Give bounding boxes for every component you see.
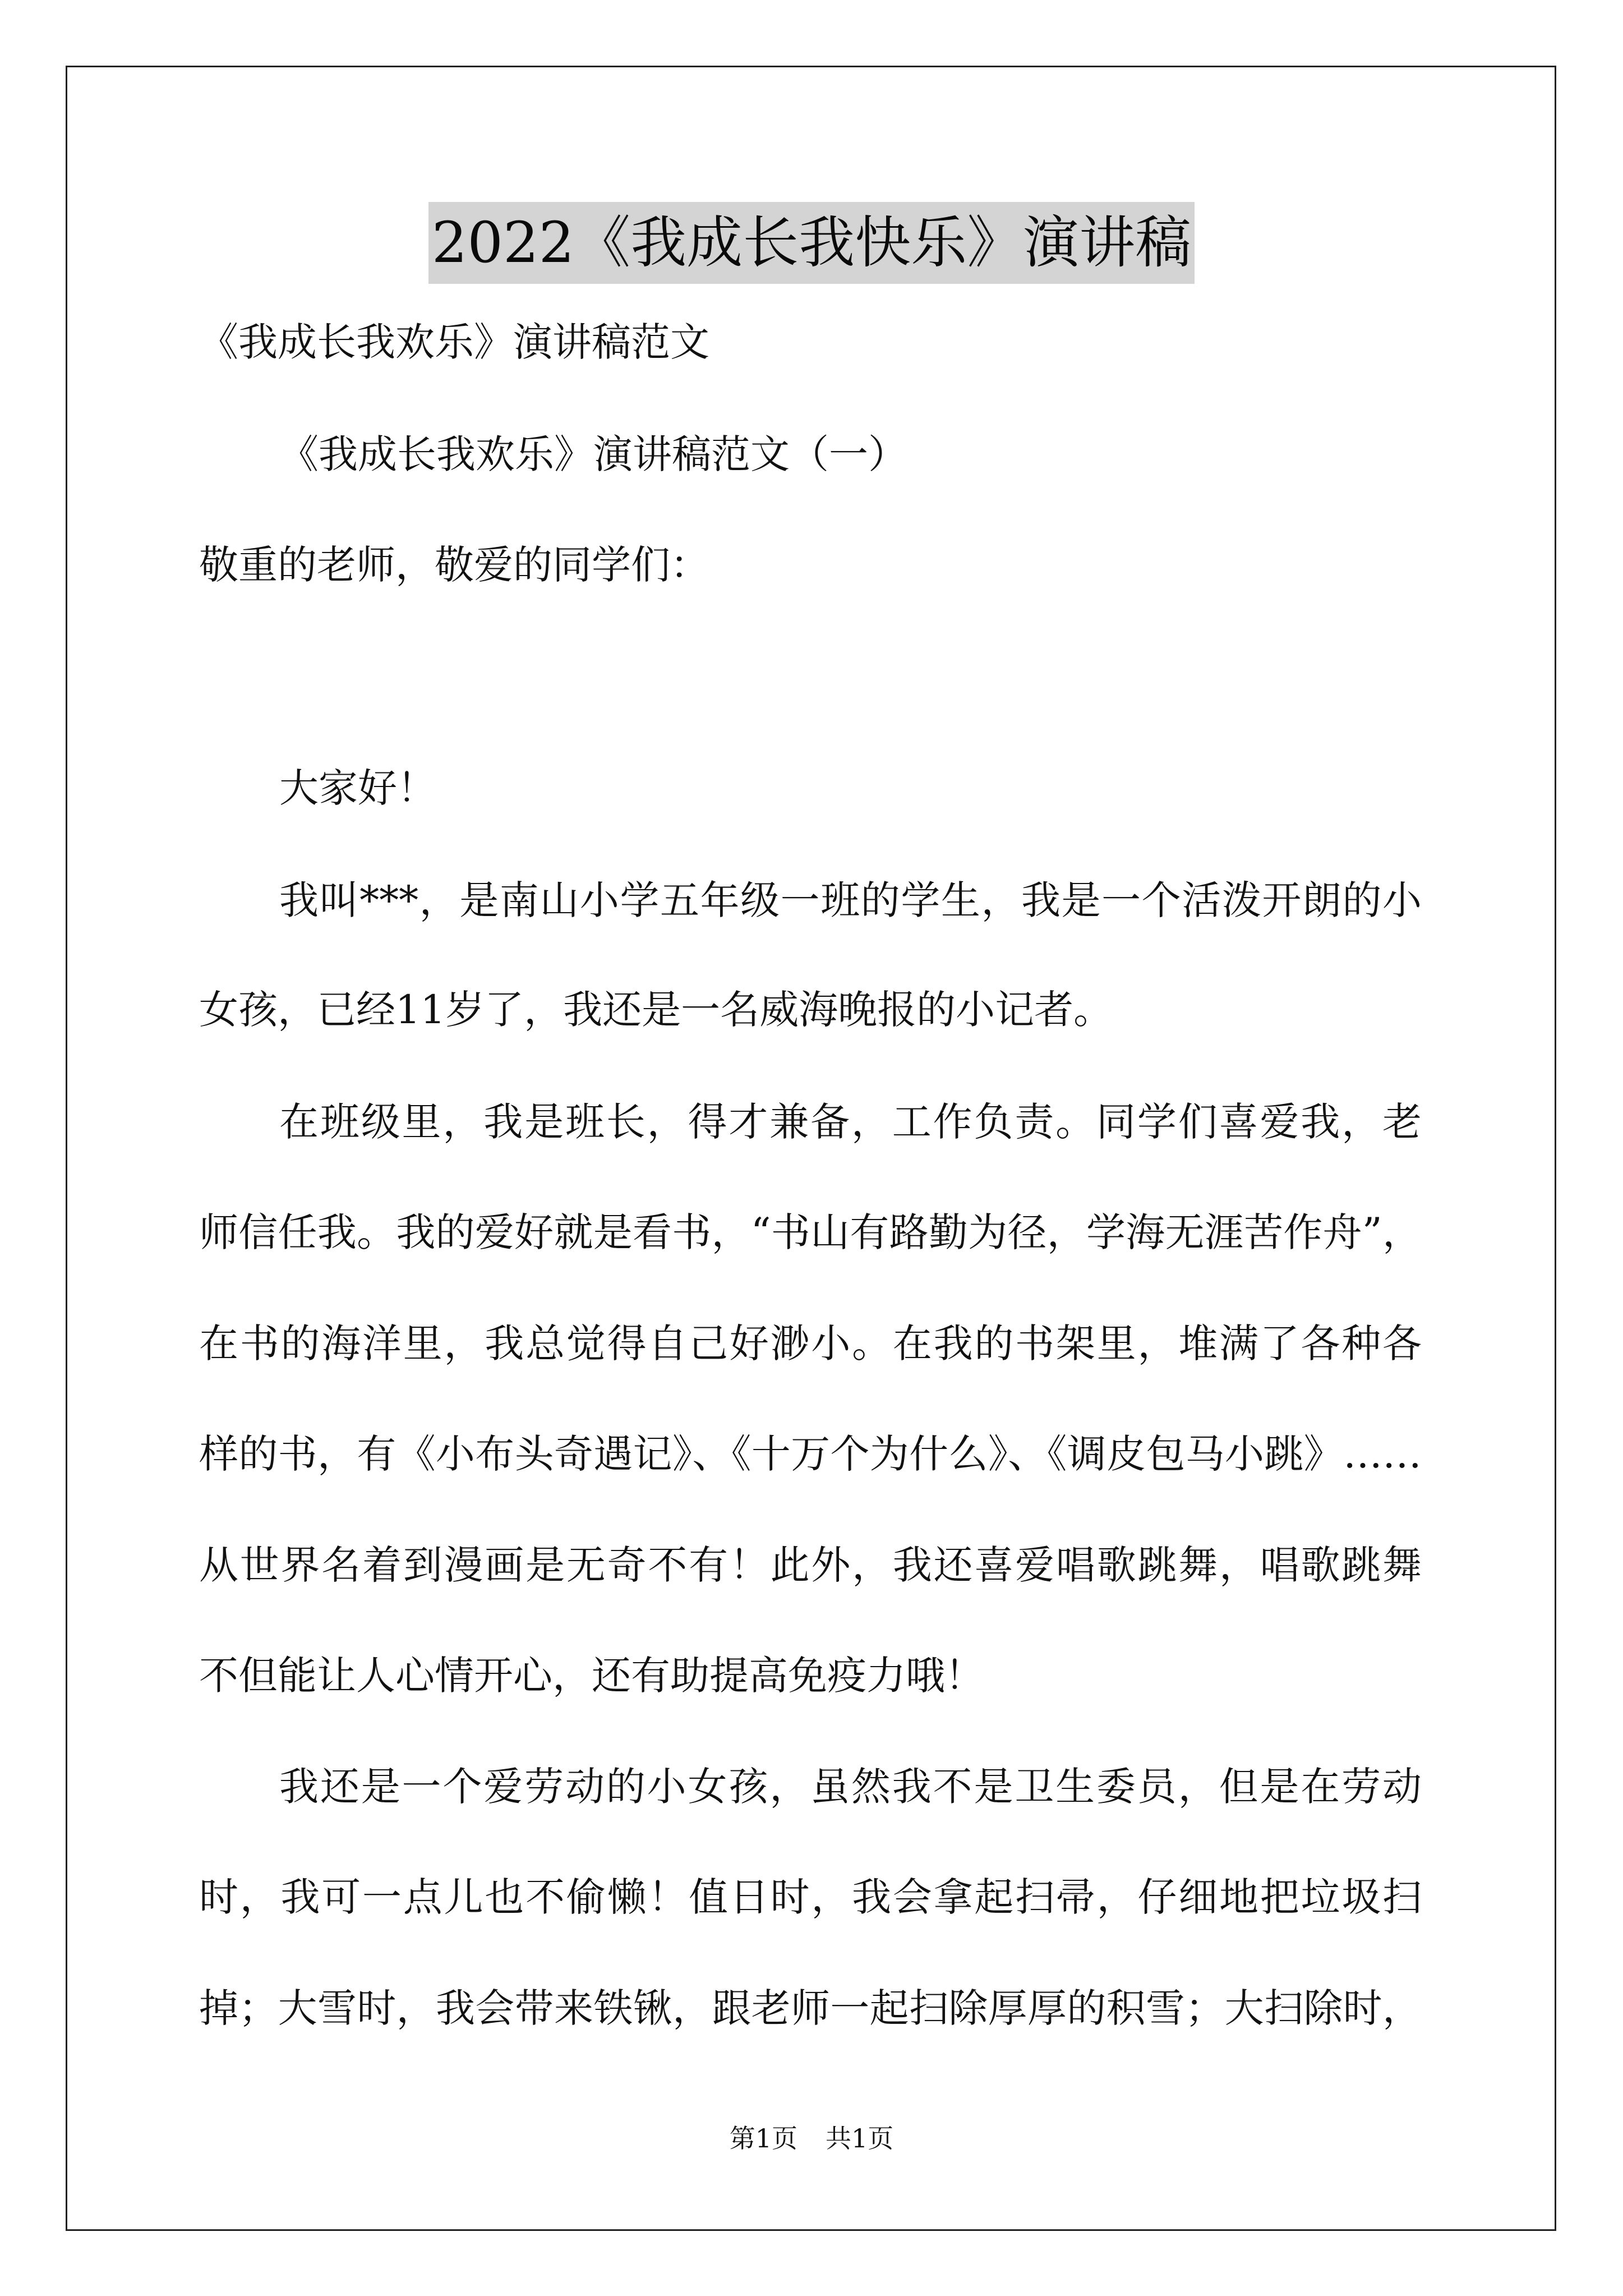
paragraph-line: 我还是一个爱劳动的小女孩，虽然我不是卫生委员，但是在劳动 xyxy=(279,1764,1422,1810)
document-title: 2022《我成长我快乐》演讲稿 xyxy=(428,202,1195,284)
paragraph-line: 从世界名着到漫画是无奇不有！此外，我还喜爱唱歌跳舞，唱歌跳舞 xyxy=(199,1542,1422,1588)
greeting: 大家好！ xyxy=(279,765,436,811)
title-container xyxy=(0,202,1623,284)
page-footer xyxy=(0,2122,1623,2155)
paragraph-line: 我叫***，是南山小学五年级一班的学生，我是一个活泼开朗的小 xyxy=(279,877,1422,923)
paragraph-line: 掉；大雪时，我会带来铁锹，跟老师一起扫除厚厚的积雪；大扫除时， xyxy=(199,1985,1422,2031)
paragraph-line: 不但能让人心情开心，还有助提高免疫力哦！ xyxy=(199,1653,984,1699)
page-total: 共1页 xyxy=(826,2123,894,2154)
paragraph-line: 时，我可一点儿也不偷懒！值日时，我会拿起扫帚，仔细地把垃圾扫 xyxy=(199,1874,1422,1920)
paragraph-line: 样的书，有《小布头奇遇记》、《十万个为什么》、《调皮包马小跳》…… xyxy=(199,1431,1422,1477)
document-subtitle: 《我成长我欢乐》演讲稿范文 xyxy=(199,319,709,365)
paragraph-line: 女孩，已经11岁了，我还是一名威海晚报的小记者。 xyxy=(199,987,1113,1033)
salutation: 敬重的老师，敬爱的同学们： xyxy=(199,542,709,588)
paragraph-line: 师信任我。我的爱好就是看书，“书山有路勤为径，学海无涯苦作舟”， xyxy=(199,1209,1422,1255)
page-number: 第1页 xyxy=(729,2123,797,2154)
paragraph-line: 在书的海洋里，我总觉得自己好渺小。在我的书架里，堆满了各种各 xyxy=(199,1320,1422,1366)
section-heading: 《我成长我欢乐》演讲稿范文（一） xyxy=(279,431,907,477)
paragraph-line: 在班级里，我是班长，得才兼备，工作负责。同学们喜爱我，老 xyxy=(279,1099,1422,1145)
